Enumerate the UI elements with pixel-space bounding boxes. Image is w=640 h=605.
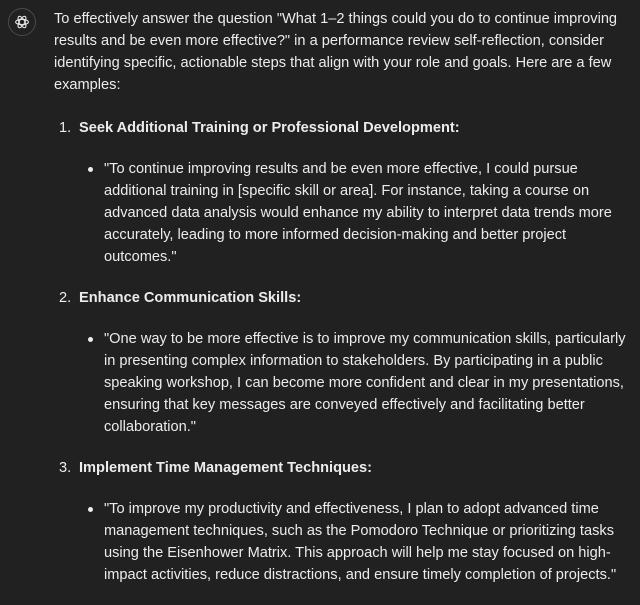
list-item-heading — [54, 457, 634, 479]
assistant-message — [54, 8, 634, 605]
list-item-heading — [54, 117, 634, 139]
list-item-number: 2. — [59, 290, 72, 306]
bullet-dot — [88, 167, 93, 172]
list-item — [54, 287, 634, 438]
assistant-avatar — [8, 8, 36, 36]
list-item — [54, 117, 634, 268]
list-item-title: Implement Time Management Techniques: — [79, 460, 373, 476]
intro-paragraph: To effectively answer the question "What 1–2 things could you do to continue improving results and be even more effective?" in a performance review self-reflection, consider identifying specific, actionable steps that align with your role and goals. Here are a few examples: — [54, 11, 618, 93]
list-item-quote — [54, 498, 634, 586]
openai-logo-icon — [13, 13, 31, 31]
bullet-dot — [88, 507, 93, 512]
quote-text: "To improve my productivity and effectiveness, I plan to adopt advanced time management techniques, such as the Pomodoro Technique or prioritizing tasks using the Eisenhower Matrix. This approach will help me stay focused on high-impact activities, reduce distractions, and ensure timely completion of projects." — [104, 501, 617, 583]
quote-text: "One way to be more effective is to improve my communication skills, particularly in presenting complex information to stakeholders. By participating in a public speaking workshop, I can become more confident and clear in my presentations, ensuring that key messages are conveyed effectively and facilitating better collaboration." — [104, 331, 626, 435]
list-item-quote — [54, 328, 634, 438]
list-item-number: 1. — [59, 120, 72, 136]
bullet-dot — [88, 337, 93, 342]
list-item-quote — [54, 158, 634, 268]
list-item — [54, 457, 634, 586]
list-item-title: Seek Additional Training or Professional Development: — [79, 120, 460, 136]
list-item-heading — [54, 287, 634, 309]
quote-text: "To continue improving results and be even more effective, I could pursue additional training in [specific skill or area]. For instance, taking a course on advanced data analysis would enhance my ability to interpret data trends more accurately, leading to more informed decision-making and better project outcomes." — [104, 161, 612, 265]
list-item-title: Enhance Communication Skills: — [79, 290, 302, 306]
list-item-number: 3. — [59, 460, 72, 476]
